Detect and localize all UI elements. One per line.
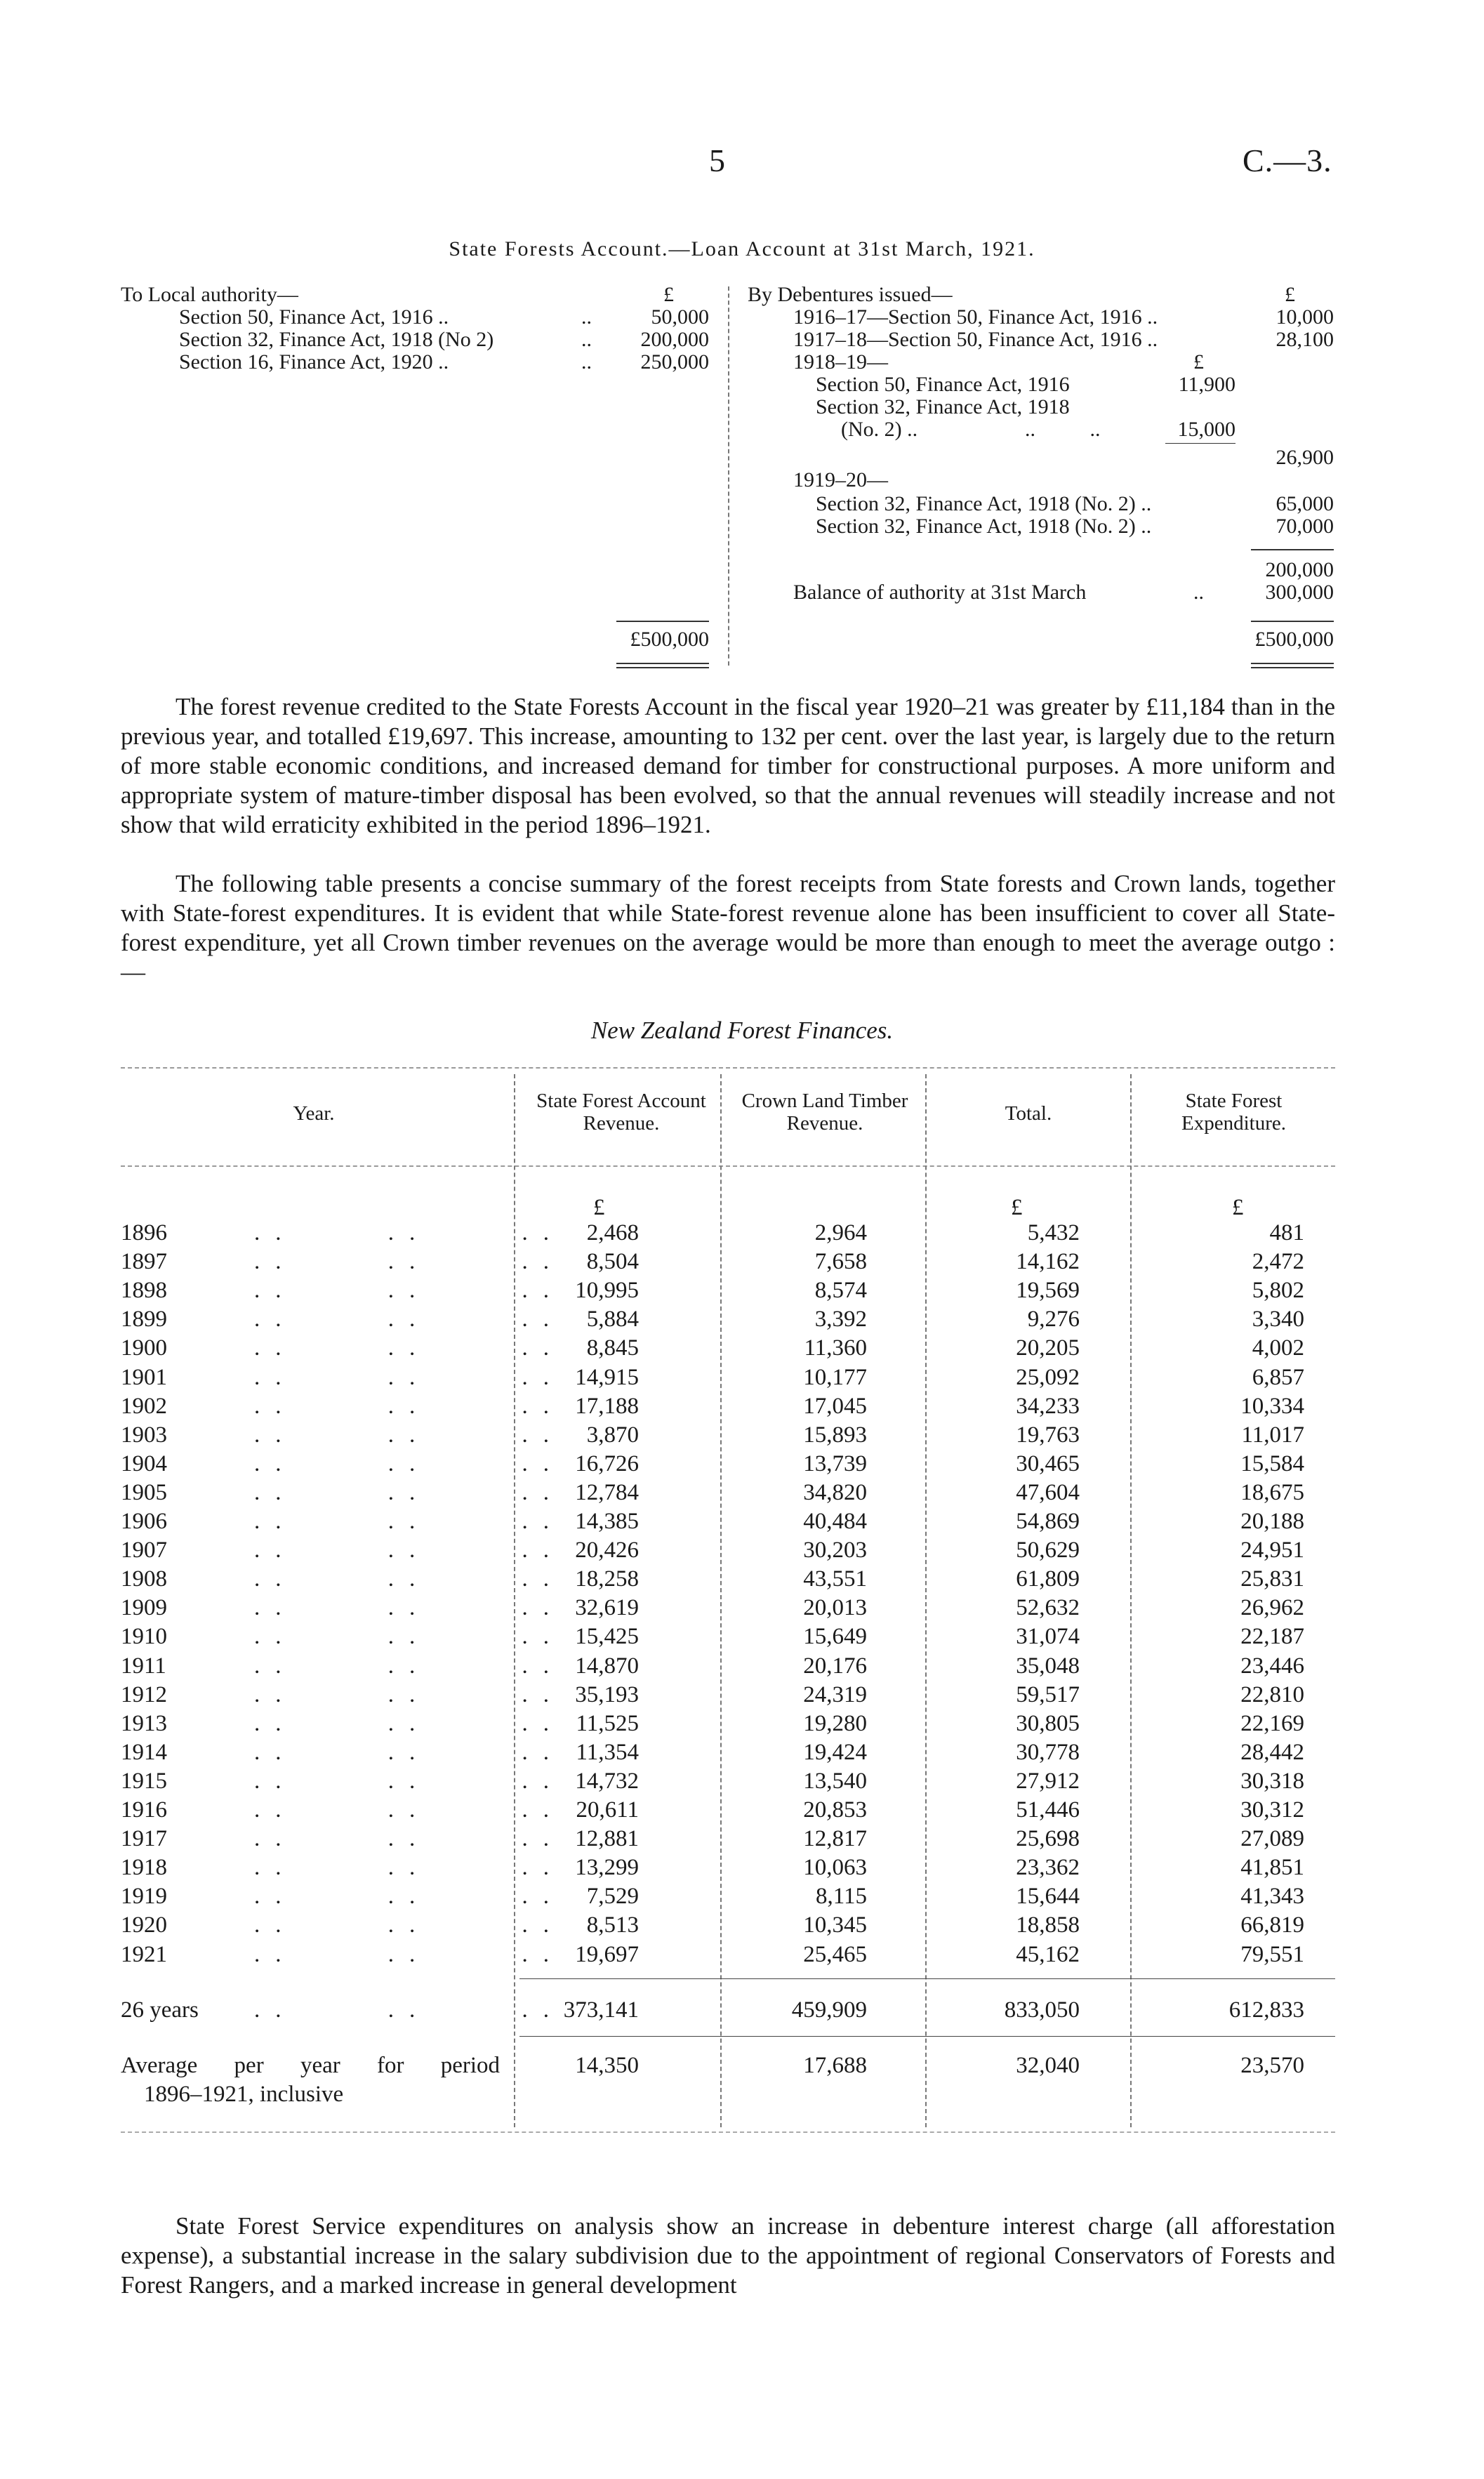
average-state-forest-revenue: 14,350 [575, 2053, 639, 2078]
total-cell: 45,162 [1016, 1942, 1080, 1967]
state-forest-expenditure-cell: 5,802 [1252, 1278, 1304, 1303]
state-forest-expenditure-cell: 22,187 [1240, 1624, 1304, 1649]
state-forest-revenue-cell: 12,881 [575, 1826, 639, 1851]
total-cell: 47,604 [1016, 1480, 1080, 1505]
left-heading: To Local authority— [121, 283, 298, 306]
crown-land-revenue-cell: 13,739 [803, 1451, 867, 1476]
state-forest-revenue-cell: 14,385 [575, 1509, 639, 1534]
crown-land-revenue-cell: 19,424 [803, 1740, 867, 1765]
leader-dots: .. .. .. [254, 1682, 564, 1707]
column-rule [720, 1074, 722, 2127]
state-forest-expenditure-cell: 15,584 [1240, 1451, 1304, 1476]
right-sub-label: Section 32, Finance Act, 1918 (No. 2) .. [816, 515, 1152, 538]
state-forest-revenue-cell: 20,426 [575, 1538, 639, 1563]
right-balance-label: Balance of authority at 31st March [793, 581, 1087, 604]
year-cell: 1918 [121, 1855, 167, 1880]
crown-land-revenue-cell: 15,649 [803, 1624, 867, 1649]
crown-land-revenue-cell: 17,045 [803, 1394, 867, 1419]
total-cell: 61,809 [1016, 1566, 1080, 1592]
crown-land-revenue-cell: 25,465 [803, 1942, 867, 1967]
leader-dots: .. .. .. [254, 1855, 564, 1880]
left-item-label: Section 16, Finance Act, 1920 .. [179, 350, 449, 373]
leader-dots: .. .. .. [254, 1220, 564, 1245]
state-forest-revenue-cell: 11,354 [576, 1740, 639, 1765]
total-cell: 27,912 [1016, 1769, 1080, 1794]
year-cell: 1914 [121, 1740, 167, 1765]
state-forest-revenue-cell: 8,504 [586, 1249, 639, 1274]
right-sub-dots: .. .. [1025, 418, 1101, 441]
page-number: 5 [709, 143, 725, 178]
crown-land-revenue-cell: 8,115 [815, 1884, 867, 1909]
crown-land-revenue-cell: 30,203 [803, 1538, 867, 1563]
leader-dots: .. .. .. [254, 1566, 564, 1592]
total-cell: 31,074 [1016, 1624, 1080, 1649]
state-forest-revenue-cell: 7,529 [586, 1884, 639, 1909]
state-forest-revenue-cell: 32,619 [575, 1595, 639, 1620]
right-line-label: 1917–18—Section 50, Finance Act, 1916 .. [793, 328, 1158, 351]
state-forest-expenditure-cell: 3,340 [1252, 1307, 1304, 1332]
state-forest-revenue-cell: 5,884 [586, 1307, 639, 1332]
year-cell: 1921 [121, 1942, 167, 1967]
totals-label: 26 years [121, 1997, 199, 2023]
leader-dots: .. .. .. [254, 1365, 564, 1390]
left-currency: £ [663, 283, 674, 306]
state-forest-expenditure-cell: 11,017 [1241, 1422, 1304, 1448]
leader-dots: .. .. .. [254, 1278, 564, 1303]
year-cell: 1917 [121, 1826, 167, 1851]
left-item-dots: .. [581, 305, 592, 329]
currency-mark: £ [1011, 1195, 1023, 1220]
state-forest-revenue-cell: 2,468 [586, 1220, 639, 1245]
total-cell: 54,869 [1016, 1509, 1080, 1534]
leader-dots: .. .. .. [254, 1538, 564, 1563]
paragraph-forest-revenue [121, 692, 1335, 840]
totals-state-forest-revenue: 373,141 [563, 1997, 639, 2023]
state-forest-expenditure-cell: 22,810 [1240, 1682, 1304, 1707]
total-cell: 23,362 [1016, 1855, 1080, 1880]
state-forest-revenue-cell: 12,784 [575, 1480, 639, 1505]
totals-dots: .. .. .. [254, 1997, 564, 2023]
header-bottom-rule [121, 1165, 1335, 1167]
leader-dots: .. .. .. [254, 1509, 564, 1534]
year-cell: 1901 [121, 1365, 167, 1390]
year-cell: 1915 [121, 1769, 167, 1794]
average-state-forest-expenditure: 23,570 [1240, 2053, 1304, 2078]
year-cell: 1908 [121, 1566, 167, 1592]
crown-land-revenue-cell: 20,176 [803, 1653, 867, 1679]
state-forest-expenditure-cell: 23,446 [1240, 1653, 1304, 1679]
left-total-double-rule [616, 663, 709, 668]
leader-dots: .. .. .. [254, 1394, 564, 1419]
leader-dots: .. .. .. [254, 1249, 564, 1274]
right-issued-rule [1251, 549, 1334, 550]
total-cell: 34,233 [1016, 1394, 1080, 1419]
average-total: 32,040 [1016, 2053, 1080, 2078]
total-cell: 30,778 [1016, 1740, 1080, 1765]
year-cell: 1920 [121, 1912, 167, 1938]
state-forest-expenditure-cell: 41,851 [1240, 1855, 1304, 1880]
state-forest-revenue-cell: 19,697 [575, 1942, 639, 1967]
total-cell: 14,162 [1016, 1249, 1080, 1274]
left-item-dots: .. [581, 328, 592, 351]
right-sub-amount: 15,000 [1177, 418, 1235, 441]
leader-dots: .. .. .. [254, 1480, 564, 1505]
currency-mark: £ [1232, 1195, 1244, 1220]
state-forest-expenditure-cell: 481 [1269, 1220, 1304, 1245]
total-cell: 9,276 [1027, 1307, 1080, 1332]
state-forest-revenue-cell: 16,726 [575, 1451, 639, 1476]
crown-land-revenue-cell: 43,551 [803, 1566, 867, 1592]
total-cell: 20,205 [1016, 1335, 1080, 1361]
state-forest-expenditure-cell: 2,472 [1252, 1249, 1304, 1274]
left-item-label: Section 50, Finance Act, 1916 .. [179, 305, 449, 329]
year-cell: 1896 [121, 1220, 167, 1245]
leader-dots: .. .. .. [254, 1884, 564, 1909]
state-forest-revenue-cell: 3,870 [586, 1422, 639, 1448]
header-total: Total. [1005, 1102, 1052, 1125]
state-forest-revenue-cell: 14,870 [575, 1653, 639, 1679]
state-forest-expenditure-cell: 27,089 [1240, 1826, 1304, 1851]
left-item-label: Section 32, Finance Act, 1918 (No 2) [179, 328, 494, 351]
year-cell: 1902 [121, 1394, 167, 1419]
crown-land-revenue-cell: 10,177 [803, 1365, 867, 1390]
column-rule [1130, 1074, 1132, 2127]
left-item-amount: 200,000 [640, 328, 709, 351]
crown-land-revenue-cell: 3,392 [814, 1307, 867, 1332]
leader-dots: .. .. .. [254, 1307, 564, 1332]
year-cell: 1906 [121, 1509, 167, 1534]
average-label-line2: 1896–1921, inclusive [144, 2082, 344, 2107]
state-forest-expenditure-cell: 30,318 [1240, 1769, 1304, 1794]
crown-land-revenue-cell: 10,063 [803, 1855, 867, 1880]
crown-land-revenue-cell: 11,360 [804, 1335, 867, 1361]
left-item-amount: 50,000 [651, 305, 709, 329]
leader-dots: .. .. .. [254, 1595, 564, 1620]
right-currency: £ [1285, 283, 1295, 306]
right-sub-rule [1165, 443, 1235, 444]
table-caption: New Zealand Forest Finances. [590, 1017, 894, 1044]
right-sub-label: Section 32, Finance Act, 1918 [816, 395, 1070, 418]
paragraph-text: State Forest Service expenditures on analysis show an increase in debenture interest charge (all afforestation expense), a substantial increase in the salary subdivision due to the appointment of regional Conservators of Forests and Forest Rangers, and a marked increase in general development [121, 2212, 1335, 2299]
right-total-rule [1251, 621, 1334, 622]
state-forest-expenditure-cell: 41,343 [1240, 1884, 1304, 1909]
crown-land-revenue-cell: 15,893 [803, 1422, 867, 1448]
average-crown-land-revenue: 17,688 [803, 2053, 867, 2078]
state-forest-revenue-cell: 10,995 [575, 1278, 639, 1303]
total-cell: 19,763 [1016, 1422, 1080, 1448]
paragraph-text: The forest revenue credited to the State Forests Account in the fiscal year 1920–21 was greater by £11,184 than in the previous year, and totalled £19,697. This increase, amounting to 132 per cent. over the last year, is largely due to the return of more stable economic conditions, and increased demand for timber for constructional purposes. A more uniform and appropriate system of mature-timber disposal has been evolved, so that the annual revenues will steadily increase and not show that wild erraticity exhibited in the period 1896–1921. [121, 693, 1335, 838]
total-cell: 50,629 [1016, 1538, 1080, 1563]
year-cell: 1907 [121, 1538, 167, 1563]
totals-bottom-rule [519, 2036, 1335, 2037]
left-item-dots: .. [581, 350, 592, 373]
total-cell: 51,446 [1016, 1797, 1080, 1823]
crown-land-revenue-cell: 24,319 [803, 1682, 867, 1707]
state-forest-revenue-cell: 14,915 [575, 1365, 639, 1390]
state-forest-revenue-cell: 18,258 [575, 1566, 639, 1592]
header-crown-land-revenue: Crown Land Timber Revenue. [741, 1090, 908, 1135]
crown-land-revenue-cell: 20,853 [803, 1797, 867, 1823]
state-forest-expenditure-cell: 18,675 [1240, 1480, 1304, 1505]
crown-land-revenue-cell: 40,484 [803, 1509, 867, 1534]
total-cell: 5,432 [1027, 1220, 1080, 1245]
state-forest-expenditure-cell: 4,002 [1252, 1335, 1304, 1361]
header-year: Year. [293, 1102, 335, 1125]
crown-land-revenue-cell: 2,964 [814, 1220, 867, 1245]
leader-dots: .. .. .. [254, 1912, 564, 1938]
year-cell: 1910 [121, 1624, 167, 1649]
table-bottom-rule [121, 2131, 1335, 2133]
total-cell: 15,644 [1016, 1884, 1080, 1909]
right-sub-label: Section 50, Finance Act, 1916 [816, 373, 1070, 396]
state-forest-revenue-cell: 35,193 [575, 1682, 639, 1707]
totals-total: 833,050 [1004, 1997, 1080, 2023]
right-sub-label: Section 32, Finance Act, 1918 (No. 2) .. [816, 492, 1152, 515]
crown-land-revenue-cell: 19,280 [803, 1711, 867, 1736]
right-line-amount: 10,000 [1276, 305, 1334, 329]
state-forest-revenue-cell: 8,845 [586, 1335, 639, 1361]
state-forest-expenditure-cell: 24,951 [1240, 1538, 1304, 1563]
state-forest-revenue-cell: 14,732 [575, 1769, 639, 1794]
year-cell: 1897 [121, 1249, 167, 1274]
year-cell: 1911 [121, 1653, 166, 1679]
state-forest-expenditure-cell: 66,819 [1240, 1912, 1304, 1938]
state-forest-expenditure-cell: 22,169 [1240, 1711, 1304, 1736]
year-cell: 1903 [121, 1422, 167, 1448]
right-issued-total: 200,000 [1265, 558, 1334, 581]
crown-land-revenue-cell: 8,574 [814, 1278, 867, 1303]
year-cell: 1919 [121, 1884, 167, 1909]
account-divider [728, 286, 729, 666]
leader-dots: .. .. .. [254, 1624, 564, 1649]
state-forest-revenue-cell: 11,525 [576, 1711, 639, 1736]
right-total: £500,000 [1254, 628, 1334, 651]
left-total: £500,000 [630, 628, 709, 651]
left-total-rule [616, 621, 709, 622]
right-sub-amount: 65,000 [1276, 492, 1334, 515]
left-item-amount: 250,000 [640, 350, 709, 373]
currency-mark: £ [593, 1195, 605, 1220]
leader-dots: .. .. .. [254, 1826, 564, 1851]
state-forest-revenue-cell: 17,188 [575, 1394, 639, 1419]
crown-land-revenue-cell: 20,013 [803, 1595, 867, 1620]
paragraph-text: The following table presents a concise summary of the forest receipts from State forests and Crown lands, together with State-forest expenditures. It is evident that while State-forest revenue alone has been insufficient to cover all State-forest expenditure, yet all Crown timber revenues on the average would be more than enough to meet the average outgo :— [121, 870, 1335, 986]
state-forest-expenditure-cell: 10,334 [1240, 1394, 1304, 1419]
right-total-double-rule [1251, 663, 1334, 668]
total-cell: 30,465 [1016, 1451, 1080, 1476]
header-state-forest-expenditure: State Forest Expenditure. [1181, 1090, 1286, 1135]
crown-land-revenue-cell: 12,817 [803, 1826, 867, 1851]
year-cell: 1916 [121, 1797, 167, 1823]
year-cell: 1899 [121, 1307, 167, 1332]
state-forest-expenditure-cell: 25,831 [1240, 1566, 1304, 1592]
state-forest-revenue-cell: 20,611 [576, 1797, 639, 1823]
total-cell: 30,805 [1016, 1711, 1080, 1736]
total-cell: 18,858 [1016, 1912, 1080, 1938]
leader-dots: .. .. .. [254, 1711, 564, 1736]
right-heading: By Debentures issued— [748, 283, 953, 306]
state-forest-revenue-cell: 8,513 [586, 1912, 639, 1938]
leader-dots: .. .. .. [254, 1942, 564, 1967]
paragraph-table-intro [121, 869, 1335, 987]
total-cell: 52,632 [1016, 1595, 1080, 1620]
leader-dots: .. .. .. [254, 1335, 564, 1361]
year-cell: 1904 [121, 1451, 167, 1476]
loan-account-title: State Forests Account.—Loan Account at 31st March, 1921. [449, 237, 1035, 260]
total-cell: 35,048 [1016, 1653, 1080, 1679]
state-forest-expenditure-cell: 26,962 [1240, 1595, 1304, 1620]
right-balance-dots: .. [1193, 581, 1204, 604]
paragraph-expenditures [121, 2212, 1335, 2300]
total-cell: 25,698 [1016, 1826, 1080, 1851]
right-balance-amount: 300,000 [1265, 581, 1334, 604]
totals-state-forest-expenditure: 612,833 [1228, 1997, 1304, 2023]
leader-dots: .. .. .. [254, 1653, 564, 1679]
year-cell: 1898 [121, 1278, 167, 1303]
total-cell: 19,569 [1016, 1278, 1080, 1303]
leader-dots: .. .. .. [254, 1451, 564, 1476]
year-cell: 1905 [121, 1480, 167, 1505]
right-sub-currency: £ [1193, 350, 1204, 373]
document-reference: C.—3. [1243, 143, 1332, 178]
leader-dots: .. .. .. [254, 1797, 564, 1823]
right-sub-label: (No. 2) .. [841, 418, 918, 441]
average-label-line1: Average per year for period [121, 2053, 500, 2078]
total-cell: 59,517 [1016, 1682, 1080, 1707]
state-forest-expenditure-cell: 20,188 [1240, 1509, 1304, 1534]
header-state-forest-revenue: State Forest Account Revenue. [536, 1090, 706, 1135]
state-forest-expenditure-cell: 79,551 [1240, 1942, 1304, 1967]
totals-top-rule [519, 1978, 1335, 1979]
state-forest-revenue-cell: 13,299 [575, 1855, 639, 1880]
crown-land-revenue-cell: 13,540 [803, 1769, 867, 1794]
year-cell: 1900 [121, 1335, 167, 1361]
total-cell: 25,092 [1016, 1365, 1080, 1390]
totals-crown-land-revenue: 459,909 [791, 1997, 867, 2023]
year-cell: 1909 [121, 1595, 167, 1620]
right-line-label: 1916–17—Section 50, Finance Act, 1916 .. [793, 305, 1158, 329]
table-top-rule [121, 1067, 1335, 1069]
state-forest-revenue-cell: 15,425 [575, 1624, 639, 1649]
crown-land-revenue-cell: 10,345 [803, 1912, 867, 1938]
crown-land-revenue-cell: 34,820 [803, 1480, 867, 1505]
right-sub-total: 26,900 [1276, 446, 1334, 469]
crown-land-revenue-cell: 7,658 [814, 1249, 867, 1274]
right-year-label: 1918–19— [793, 350, 888, 373]
leader-dots: .. .. .. [254, 1740, 564, 1765]
leader-dots: .. .. .. [254, 1769, 564, 1794]
right-sub-amount: 11,900 [1178, 373, 1235, 396]
leader-dots: .. .. .. [254, 1422, 564, 1448]
year-cell: 1912 [121, 1682, 167, 1707]
right-line-amount: 28,100 [1276, 328, 1334, 351]
year-cell: 1913 [121, 1711, 167, 1736]
right-year-label: 1919–20— [793, 468, 888, 491]
state-forest-expenditure-cell: 30,312 [1240, 1797, 1304, 1823]
state-forest-expenditure-cell: 6,857 [1252, 1365, 1304, 1390]
state-forest-expenditure-cell: 28,442 [1240, 1740, 1304, 1765]
right-sub-amount: 70,000 [1276, 515, 1334, 538]
